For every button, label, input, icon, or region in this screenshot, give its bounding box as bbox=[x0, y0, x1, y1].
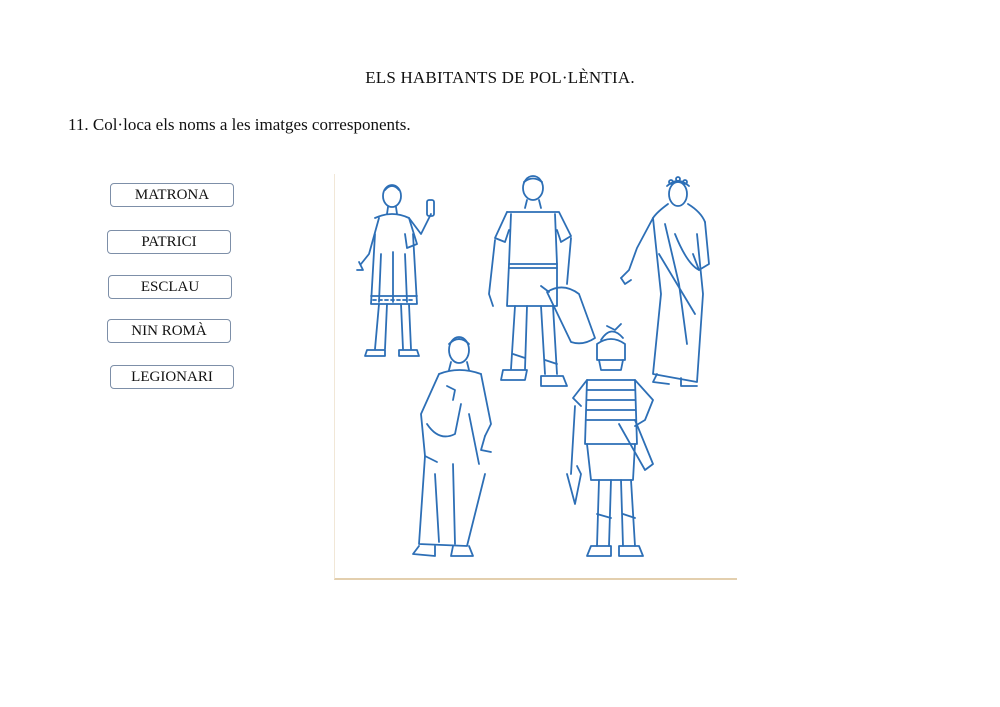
roman-figures-illustration bbox=[334, 174, 737, 580]
label-legionari[interactable]: LEGIONARI bbox=[110, 365, 234, 389]
instruction-text: 11. Col·loca els noms a les imatges corresponents. bbox=[68, 115, 411, 134]
label-nin-roma[interactable]: NIN ROMÀ bbox=[107, 319, 231, 343]
figure-legionary[interactable] bbox=[567, 324, 653, 556]
label-matrona[interactable]: MATRONA bbox=[110, 183, 234, 207]
page-title: ELS HABITANTS DE POL·LÈNTIA. bbox=[365, 68, 635, 87]
figure-patrician[interactable] bbox=[413, 337, 491, 556]
figure-slave[interactable] bbox=[489, 176, 595, 386]
figure-matron[interactable] bbox=[621, 177, 709, 386]
label-patrici[interactable]: PATRICI bbox=[107, 230, 231, 254]
label-esclau[interactable]: ESCLAU bbox=[108, 275, 232, 299]
figure-boy[interactable] bbox=[357, 185, 434, 356]
